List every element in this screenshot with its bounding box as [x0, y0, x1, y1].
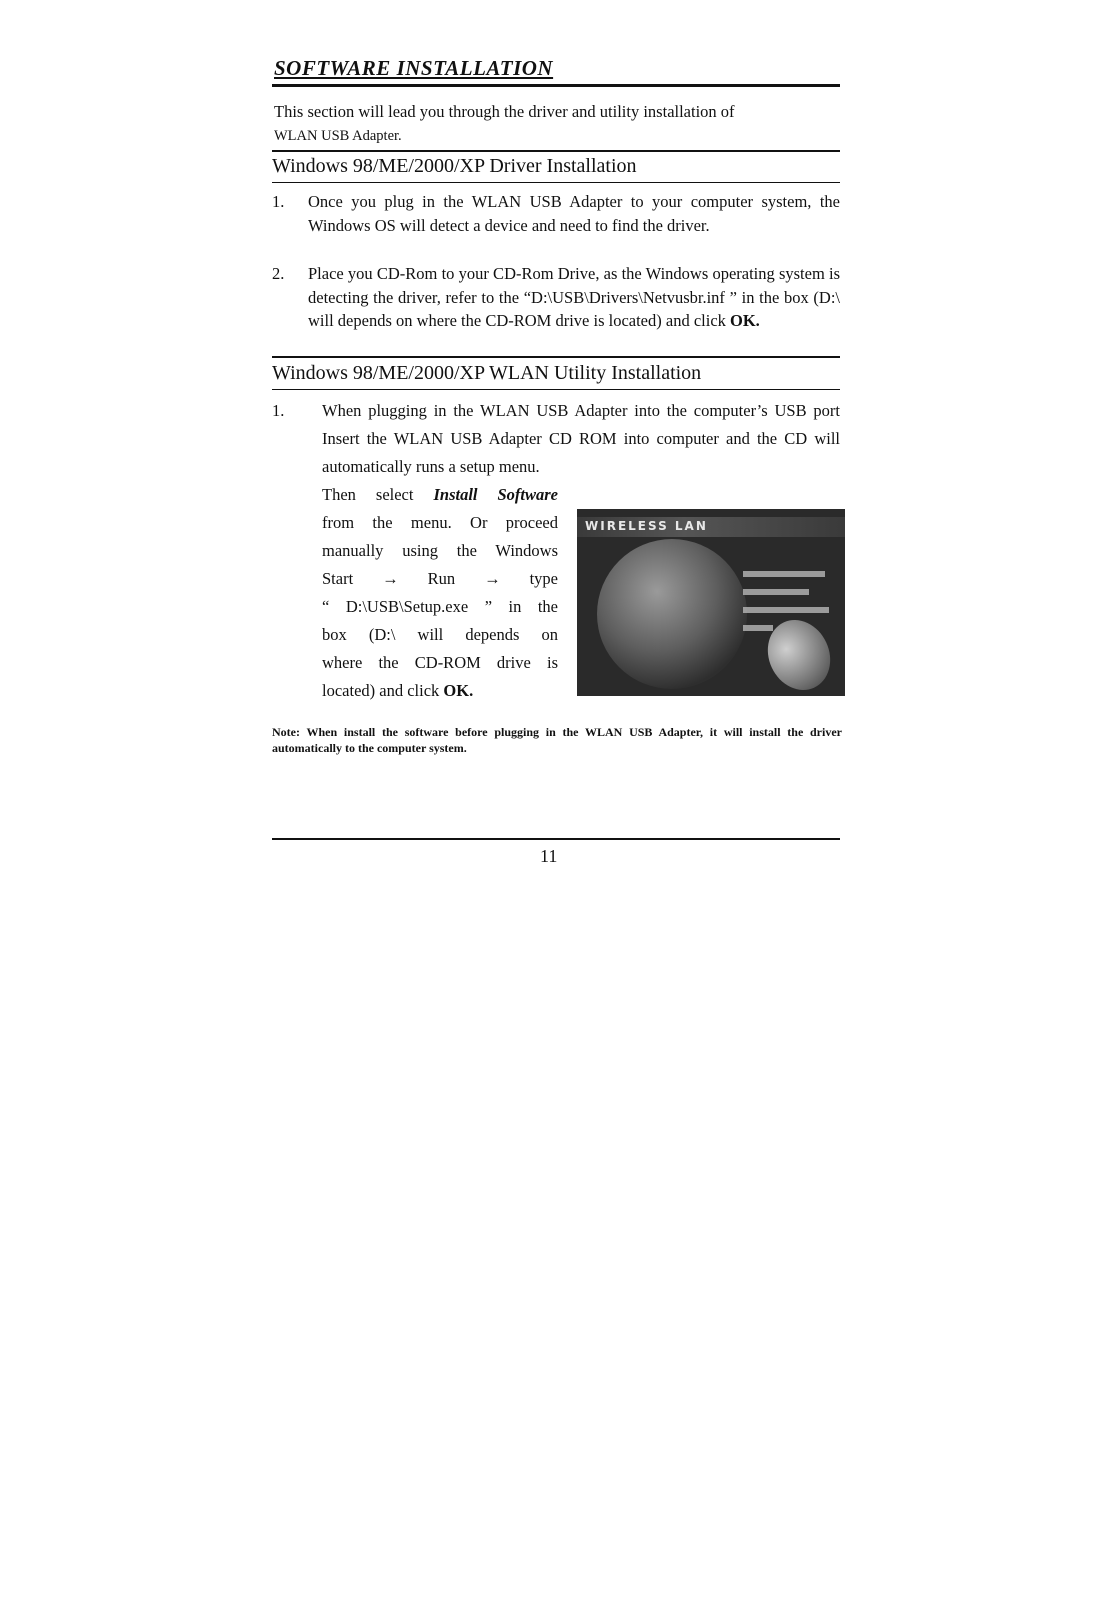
section-rule-bottom-2	[272, 389, 840, 390]
section-rule-top-1	[272, 150, 840, 152]
wrap-line: from the menu. Or proceed	[322, 513, 558, 532]
wrap-line: where the CD-ROM drive is	[322, 653, 558, 672]
wrap-line: “ D:\USB\Setup.exe ” in the	[322, 597, 558, 616]
driver-step-1	[272, 190, 840, 237]
title-rule	[272, 84, 840, 87]
wrap-line: Then select Install Software	[322, 485, 558, 504]
footer-rule	[272, 838, 840, 840]
menu-option-graphic	[743, 589, 809, 595]
driver-section-title: Windows 98/ME/2000/XP Driver Installation	[272, 155, 637, 177]
install-software-emphasis: Install Software	[433, 485, 558, 504]
step-number: 2.	[272, 264, 285, 283]
menu-option-graphic	[743, 571, 825, 577]
step-text: Once you plug in the WLAN USB Adapter to your computer system, the Windows OS will detect a device and need to find the driver.	[308, 192, 840, 235]
menu-option-graphic	[743, 607, 829, 613]
section-rule-bottom-1	[272, 182, 840, 183]
page-title: SOFTWARE INSTALLATION	[274, 56, 554, 80]
wrapped-text	[322, 481, 558, 705]
menu-option-graphic	[743, 625, 773, 631]
step-number: 1.	[272, 192, 285, 211]
ok-label: OK.	[730, 311, 760, 330]
section-rule-top-2	[272, 356, 840, 358]
intro-paragraph	[274, 100, 840, 148]
driver-step-2	[272, 262, 840, 333]
wrap-line: located) and click OK.	[322, 681, 474, 700]
page-number: 11	[540, 846, 558, 866]
utility-section-title: Windows 98/ME/2000/XP WLAN Utility Installation	[272, 362, 702, 384]
screenshot-banner	[577, 517, 845, 537]
wrap-line: manually using the Windows	[322, 541, 558, 560]
ok-label: OK.	[443, 681, 474, 700]
intro-line-2: WLAN USB Adapter.	[274, 128, 402, 144]
step-text-main: Place you CD-Rom to your CD-Rom Drive, as the Windows operating system is detecting the driver, refer to the “D:\USB\Drivers\Netvusbr.inf ” in the box (D:\ will depends on where the CD-ROM drive is located) and click	[308, 264, 840, 330]
intro-line-1: This section will lead you through the driver and utility installation of	[274, 102, 735, 121]
banner-text: WIRELESS LAN	[585, 519, 708, 533]
setup-menu-screenshot	[577, 509, 845, 696]
dish-graphic	[757, 610, 842, 696]
step-text: When plugging in the WLAN USB Adapter into the computer’s USB port Insert the WLAN USB Adapter CD ROM into computer and the CD will automatically runs a setup menu.	[322, 401, 840, 476]
step-number: 1.	[272, 401, 285, 420]
step-text	[308, 262, 840, 333]
globe-graphic	[597, 539, 747, 689]
install-note: Note: When install the software before plugging in the WLAN USB Adapter, it will install the driver automatically to the computer system.	[272, 725, 842, 755]
wrap-line: Start → Run → type	[322, 569, 558, 588]
wrap-line: box (D:\ will depends on	[322, 625, 558, 644]
